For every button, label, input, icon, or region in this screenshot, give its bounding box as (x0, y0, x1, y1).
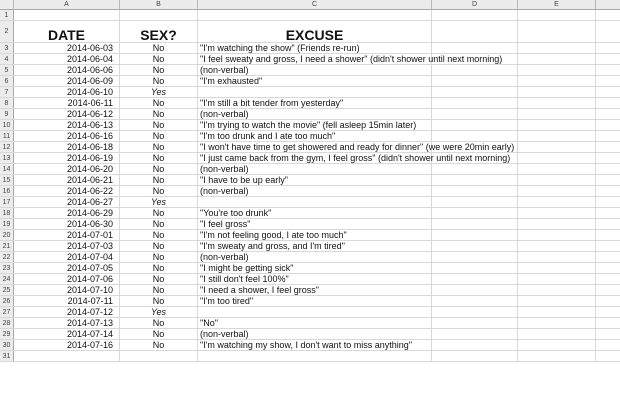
cell[interactable] (518, 21, 596, 42)
excuse-cell[interactable] (198, 120, 432, 130)
table-row (0, 208, 620, 219)
cell[interactable] (432, 175, 518, 185)
cell[interactable] (120, 10, 198, 20)
cell[interactable] (596, 109, 620, 119)
cell[interactable] (432, 76, 518, 86)
sex-cell[interactable]: No (120, 120, 198, 130)
cell[interactable] (596, 340, 620, 350)
row-number[interactable]: 19 (0, 219, 14, 229)
date-cell[interactable]: 2014-06-09 (14, 76, 120, 86)
row-number[interactable]: 28 (0, 318, 14, 328)
cell[interactable] (596, 98, 620, 108)
cell[interactable] (432, 43, 518, 53)
cell[interactable] (432, 21, 518, 42)
cell[interactable] (596, 131, 620, 141)
cell[interactable] (518, 175, 596, 185)
sex-cell[interactable]: Yes (120, 307, 198, 317)
date-cell[interactable]: 2014-06-20 (14, 164, 120, 174)
excuse-cell[interactable] (198, 263, 432, 273)
cell[interactable] (518, 87, 596, 97)
cell[interactable] (432, 252, 518, 262)
table-row (0, 296, 620, 307)
excuse-text: (non-verbal) (200, 329, 249, 339)
column-header-f[interactable] (596, 0, 620, 10)
cell[interactable] (518, 109, 596, 119)
table-row (0, 197, 620, 208)
cell[interactable] (432, 274, 518, 284)
date-cell[interactable]: 2014-07-16 (14, 340, 120, 350)
cell[interactable] (14, 351, 120, 361)
date-column-heading[interactable]: DATE (14, 21, 120, 42)
cell[interactable] (518, 274, 596, 284)
sex-cell[interactable]: Yes (120, 87, 198, 97)
cell[interactable] (596, 43, 620, 53)
cell[interactable] (596, 21, 620, 42)
date-cell[interactable]: 2014-06-29 (14, 208, 120, 218)
cell[interactable] (518, 65, 596, 75)
cell[interactable] (432, 219, 518, 229)
excuse-cell[interactable] (198, 230, 432, 240)
cell[interactable] (432, 208, 518, 218)
sex-cell[interactable]: No (120, 175, 198, 185)
date-cell[interactable]: 2014-07-10 (14, 285, 120, 295)
row-number[interactable]: 2 (0, 21, 14, 42)
cell[interactable] (518, 164, 596, 174)
table-row (0, 252, 620, 263)
sheet-row (0, 351, 620, 362)
excuse-text: "I'm still a bit tender from yesterday" (200, 98, 344, 108)
cell[interactable] (432, 241, 518, 251)
column-header-e[interactable]: E (518, 0, 596, 10)
table-row (0, 98, 620, 109)
sex-cell[interactable]: No (120, 76, 198, 86)
excuse-text: "I'm trying to watch the movie" (fell asleep 15min later) (200, 120, 417, 130)
row-number[interactable]: 8 (0, 98, 14, 108)
row-number[interactable]: 10 (0, 120, 14, 130)
excuse-cell[interactable] (198, 340, 432, 350)
cell[interactable] (432, 329, 518, 339)
row-number[interactable]: 12 (0, 142, 14, 152)
excuse-text: "I'm sweaty and gross, and I'm tired" (200, 241, 345, 251)
sex-cell[interactable]: No (120, 230, 198, 240)
table-row (0, 153, 620, 164)
table-row (0, 307, 620, 318)
table-row (0, 87, 620, 98)
date-cell[interactable]: 2014-06-21 (14, 175, 120, 185)
sex-cell[interactable]: No (120, 43, 198, 53)
cell[interactable] (518, 120, 596, 130)
cell[interactable] (596, 142, 620, 152)
row-number[interactable]: 18 (0, 208, 14, 218)
cell[interactable] (432, 351, 518, 361)
date-cell[interactable]: 2014-06-04 (14, 54, 120, 64)
cell[interactable] (518, 230, 596, 240)
date-cell[interactable]: 2014-07-04 (14, 252, 120, 262)
cell[interactable] (596, 285, 620, 295)
cell[interactable] (518, 54, 596, 64)
cell[interactable] (432, 263, 518, 273)
date-cell[interactable]: 2014-07-11 (14, 296, 120, 306)
row-number[interactable]: 30 (0, 340, 14, 350)
cell[interactable] (596, 76, 620, 86)
table-row (0, 54, 620, 65)
cell[interactable] (518, 340, 596, 350)
date-cell[interactable]: 2014-07-01 (14, 230, 120, 240)
row-number[interactable]: 21 (0, 241, 14, 251)
cell[interactable] (432, 120, 518, 130)
excuse-cell[interactable] (198, 241, 432, 251)
excuse-cell[interactable] (198, 186, 432, 196)
excuse-text: (non-verbal) (200, 252, 249, 262)
table-row (0, 43, 620, 54)
table-row (0, 274, 620, 285)
sex-cell[interactable]: No (120, 208, 198, 218)
cell[interactable] (596, 186, 620, 196)
table-row (0, 142, 620, 153)
row-number[interactable]: 1 (0, 10, 14, 20)
cell[interactable] (596, 208, 620, 218)
row-number[interactable]: 3 (0, 43, 14, 53)
sex-cell[interactable]: No (120, 54, 198, 64)
table-row (0, 65, 620, 76)
excuse-column-heading[interactable]: EXCUSE (198, 21, 432, 42)
sex-cell[interactable]: No (120, 186, 198, 196)
date-cell[interactable]: 2014-07-05 (14, 263, 120, 273)
cell[interactable] (432, 65, 518, 75)
excuse-text: "I won't have time to get showered and ready for dinner" (we were 20min early) (200, 142, 515, 152)
excuse-cell[interactable] (198, 98, 432, 108)
excuse-text: "I need a shower, I feel gross" (200, 285, 319, 295)
cell[interactable] (518, 98, 596, 108)
excuse-text: (non-verbal) (200, 109, 249, 119)
cell[interactable] (518, 241, 596, 251)
sex-cell[interactable]: Yes (120, 197, 198, 207)
excuse-cell[interactable] (198, 175, 432, 185)
excuse-cell[interactable] (198, 109, 432, 119)
cell[interactable] (432, 186, 518, 196)
table-row (0, 340, 620, 351)
cell[interactable] (432, 131, 518, 141)
excuse-text: (non-verbal) (200, 186, 249, 196)
cell[interactable] (596, 307, 620, 317)
cell[interactable] (518, 186, 596, 196)
table-row (0, 76, 620, 87)
cell[interactable] (432, 318, 518, 328)
date-cell[interactable]: 2014-07-13 (14, 318, 120, 328)
date-cell[interactable]: 2014-06-27 (14, 197, 120, 207)
excuse-text: "I'm watching the show" (Friends re-run) (200, 43, 360, 53)
sex-cell[interactable]: No (120, 131, 198, 141)
cell[interactable] (518, 10, 596, 20)
cell[interactable] (518, 318, 596, 328)
column-header-a[interactable]: A (14, 0, 120, 10)
row-number[interactable]: 6 (0, 76, 14, 86)
sex-cell[interactable]: No (120, 252, 198, 262)
sex-cell[interactable]: No (120, 109, 198, 119)
cell[interactable] (432, 10, 518, 20)
cell[interactable] (432, 109, 518, 119)
cell[interactable] (596, 274, 620, 284)
cell[interactable] (596, 252, 620, 262)
row-number[interactable]: 24 (0, 274, 14, 284)
sex-cell[interactable]: No (120, 219, 198, 229)
excuse-cell[interactable] (198, 219, 432, 229)
excuse-cell[interactable] (198, 153, 511, 163)
table-row (0, 263, 620, 274)
excuse-cell[interactable] (198, 87, 432, 97)
excuse-cell[interactable] (198, 208, 432, 218)
date-cell[interactable]: 2014-07-12 (14, 307, 120, 317)
cell[interactable] (518, 296, 596, 306)
sex-cell[interactable]: No (120, 142, 198, 152)
sex-cell[interactable]: No (120, 263, 198, 273)
cell[interactable] (14, 10, 120, 20)
table-row (0, 318, 620, 329)
cell[interactable] (518, 76, 596, 86)
row-number[interactable]: 22 (0, 252, 14, 262)
cell[interactable] (596, 197, 620, 207)
row-number[interactable]: 11 (0, 131, 14, 141)
table-row (0, 219, 620, 230)
row-number[interactable]: 7 (0, 87, 14, 97)
excuse-cell[interactable] (198, 274, 432, 284)
date-cell[interactable]: 2014-06-11 (14, 98, 120, 108)
row-number[interactable]: 25 (0, 285, 14, 295)
cell[interactable] (518, 197, 596, 207)
cell[interactable] (596, 318, 620, 328)
cell[interactable] (518, 153, 596, 163)
table-row (0, 109, 620, 120)
table-row (0, 329, 620, 340)
excuse-text: "I just came back from the gym, I feel gross" (didn't shower until next morning) (200, 153, 511, 163)
sex-cell[interactable]: No (120, 340, 198, 350)
cell[interactable] (432, 307, 518, 317)
row-number[interactable]: 14 (0, 164, 14, 174)
excuse-text: (non-verbal) (200, 65, 249, 75)
cell[interactable] (518, 329, 596, 339)
cell[interactable] (518, 351, 596, 361)
excuse-cell[interactable] (198, 43, 432, 53)
row-number[interactable]: 13 (0, 153, 14, 163)
excuse-cell[interactable] (198, 164, 432, 174)
excuse-cell[interactable] (198, 76, 432, 86)
cell[interactable] (518, 252, 596, 262)
excuse-cell[interactable] (198, 65, 432, 75)
cell[interactable] (596, 241, 620, 251)
cell[interactable] (198, 351, 432, 361)
cell[interactable] (432, 197, 518, 207)
excuse-cell[interactable] (198, 307, 432, 317)
sex-cell[interactable]: No (120, 318, 198, 328)
date-cell[interactable]: 2014-07-14 (14, 329, 120, 339)
cell[interactable] (518, 263, 596, 273)
excuse-cell[interactable] (198, 329, 432, 339)
excuse-text: "I'm exhausted" (200, 76, 263, 86)
excuse-cell[interactable] (198, 131, 432, 141)
cell[interactable] (518, 131, 596, 141)
column-header-d[interactable]: D (432, 0, 518, 10)
date-cell[interactable]: 2014-06-10 (14, 87, 120, 97)
date-cell[interactable]: 2014-07-03 (14, 241, 120, 251)
excuse-text: "I'm watching my show, I don't want to miss anything" (200, 340, 412, 350)
excuse-cell[interactable] (198, 252, 432, 262)
table-row (0, 120, 620, 131)
date-cell[interactable]: 2014-06-22 (14, 186, 120, 196)
table-row (0, 230, 620, 241)
date-cell[interactable]: 2014-06-13 (14, 120, 120, 130)
cell[interactable] (518, 142, 596, 152)
cell[interactable] (518, 307, 596, 317)
date-cell[interactable]: 2014-06-30 (14, 219, 120, 229)
sex-cell[interactable]: No (120, 98, 198, 108)
sex-column-heading[interactable]: SEX? (120, 21, 198, 42)
excuse-text: "I'm too tired" (200, 296, 254, 306)
excuse-text: "I feel sweaty and gross, I need a shower" (didn't shower until next morning) (200, 54, 503, 64)
excuse-text: "I'm not feeling good, I ate too much" (200, 230, 347, 240)
cell[interactable] (198, 10, 432, 20)
sex-cell[interactable]: No (120, 241, 198, 251)
excuse-text: (non-verbal) (200, 164, 249, 174)
sex-cell[interactable]: No (120, 153, 198, 163)
excuse-cell[interactable] (198, 296, 432, 306)
cell[interactable] (596, 296, 620, 306)
sex-cell[interactable]: No (120, 296, 198, 306)
column-header-c[interactable]: C (198, 0, 432, 10)
excuse-text: "I feel gross" (200, 219, 251, 229)
cell[interactable] (596, 263, 620, 273)
row-number[interactable]: 16 (0, 186, 14, 196)
date-cell[interactable]: 2014-06-19 (14, 153, 120, 163)
row-number[interactable]: 27 (0, 307, 14, 317)
date-cell[interactable]: 2014-07-06 (14, 274, 120, 284)
cell[interactable] (596, 54, 620, 64)
cell[interactable] (120, 351, 198, 361)
excuse-text: "You're too drunk" (200, 208, 272, 218)
header-row (0, 21, 620, 43)
cell[interactable] (596, 153, 620, 163)
excuse-text: "I might be getting sick" (200, 263, 294, 273)
cell[interactable] (518, 285, 596, 295)
cell[interactable] (596, 120, 620, 130)
sheet-row (0, 10, 620, 21)
cell[interactable] (596, 329, 620, 339)
row-number[interactable]: 15 (0, 175, 14, 185)
cell[interactable] (596, 65, 620, 75)
cell[interactable] (432, 230, 518, 240)
cell[interactable] (596, 175, 620, 185)
row-number[interactable]: 5 (0, 65, 14, 75)
cell[interactable] (518, 219, 596, 229)
row-number[interactable]: 17 (0, 197, 14, 207)
table-row (0, 241, 620, 252)
table-row (0, 186, 620, 197)
date-cell[interactable]: 2014-06-18 (14, 142, 120, 152)
row-number[interactable]: 29 (0, 329, 14, 339)
excuse-text: "I'm too drunk and I ate too much" (200, 131, 336, 141)
cell[interactable] (596, 219, 620, 229)
excuse-cell[interactable] (198, 142, 515, 152)
row-number[interactable]: 20 (0, 230, 14, 240)
table-row (0, 175, 620, 186)
cell[interactable] (596, 230, 620, 240)
row-number[interactable]: 26 (0, 296, 14, 306)
date-cell[interactable]: 2014-06-16 (14, 131, 120, 141)
excuse-cell[interactable] (198, 54, 503, 64)
cell[interactable] (432, 285, 518, 295)
table-row (0, 164, 620, 175)
date-cell[interactable]: 2014-06-12 (14, 109, 120, 119)
sex-cell[interactable]: No (120, 274, 198, 284)
row-number[interactable]: 9 (0, 109, 14, 119)
row-number[interactable]: 31 (0, 351, 14, 361)
row-number[interactable]: 4 (0, 54, 14, 64)
cell[interactable] (432, 98, 518, 108)
column-header-b[interactable]: B (120, 0, 198, 10)
excuse-text: "I still don't feel 100%" (200, 274, 289, 284)
date-cell[interactable]: 2014-06-03 (14, 43, 120, 53)
cell[interactable] (596, 164, 620, 174)
table-row (0, 131, 620, 142)
cell[interactable] (518, 43, 596, 53)
cell[interactable] (432, 87, 518, 97)
cell[interactable] (596, 351, 620, 361)
excuse-cell[interactable] (198, 318, 432, 328)
cell[interactable] (596, 87, 620, 97)
excuse-text: "No" (200, 318, 218, 328)
cell[interactable] (432, 164, 518, 174)
excuse-text: "I have to be up early" (200, 175, 288, 185)
sex-cell[interactable]: No (120, 285, 198, 295)
sex-cell[interactable]: No (120, 65, 198, 75)
excuse-cell[interactable] (198, 197, 432, 207)
select-all-corner[interactable] (0, 0, 14, 10)
sex-cell[interactable]: No (120, 164, 198, 174)
table-row (0, 285, 620, 296)
row-number[interactable]: 23 (0, 263, 14, 273)
excuse-cell[interactable] (198, 285, 432, 295)
cell[interactable] (596, 10, 620, 20)
sex-cell[interactable]: No (120, 329, 198, 339)
cell[interactable] (432, 340, 518, 350)
cell[interactable] (432, 296, 518, 306)
date-cell[interactable]: 2014-06-06 (14, 65, 120, 75)
cell[interactable] (518, 208, 596, 218)
